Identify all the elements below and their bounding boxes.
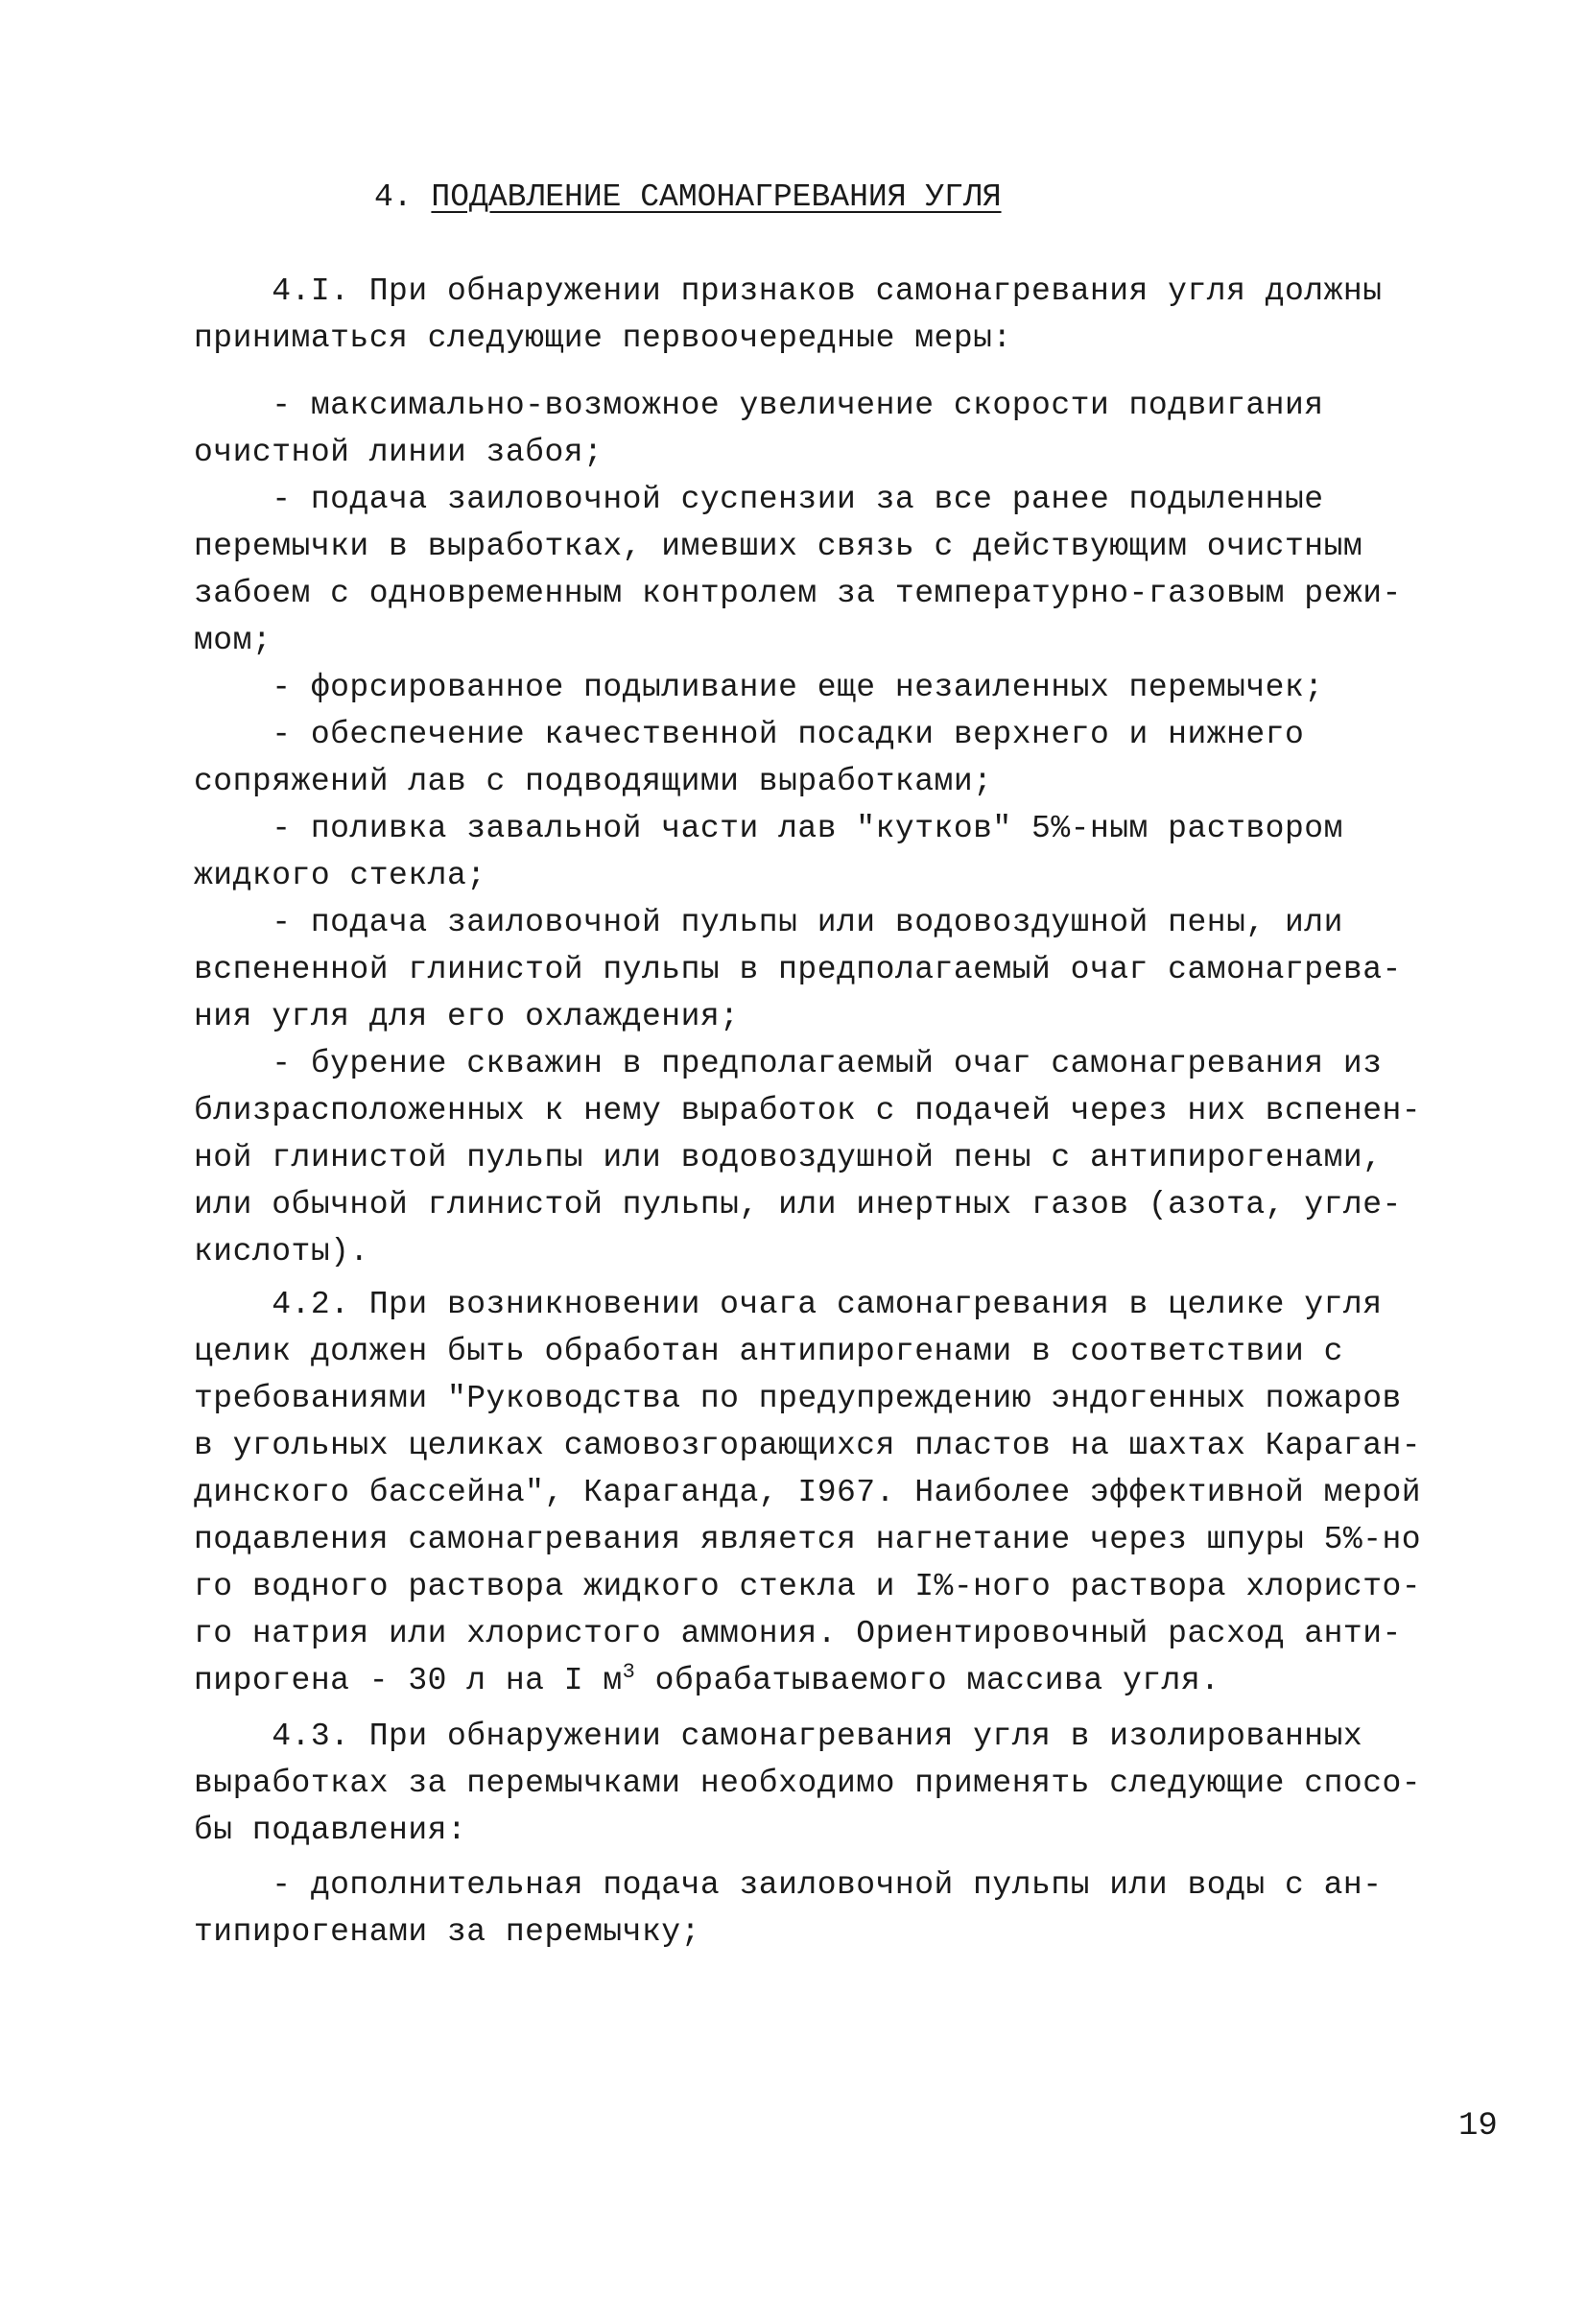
text-line: - максимально-возможное увеличение скорости подвигания xyxy=(194,388,1324,423)
text-fragment: обрабатываемого массива угля. xyxy=(635,1663,1220,1698)
text-line: приниматься следующие первоочередные меры: xyxy=(194,320,1012,356)
section-heading xyxy=(374,178,1002,217)
text-line: 4.3. При обнаружении самонагревания угля в изолированных xyxy=(194,1719,1363,1754)
text-line: - подача заиловочной пульпы или водовоздушной пены, или xyxy=(194,905,1343,940)
text-line: типирогенами за перемычку; xyxy=(194,1914,700,1950)
text-line: ния угля для его охлаждения; xyxy=(194,999,740,1034)
section-number: 4. xyxy=(374,179,413,215)
text-fragment: пирогена - 30 л на I м xyxy=(194,1663,623,1698)
text-line: - подача заиловочной суспензии за все ранее подыленные xyxy=(194,482,1324,517)
text-line: - бурение скважин в предполагаемый очаг самонагревания из xyxy=(194,1046,1383,1081)
text-line: го водного раствора жидкого стекла и I%-ного раствора хлористо- xyxy=(194,1569,1422,1604)
section-title: ПОДАВЛЕНИЕ САМОНАГРЕВАНИЯ УГЛЯ xyxy=(431,179,1002,215)
superscript-cube: 3 xyxy=(622,1660,636,1684)
text-line: или обычной глинистой пульпы, или инертных газов (азота, угле- xyxy=(194,1187,1402,1222)
text-line: перемычки в выработках, имевших связь с действующим очистным xyxy=(194,529,1363,564)
text-line: жидкого стекла; xyxy=(194,858,486,893)
page-number: 19 xyxy=(1458,2108,1498,2145)
text-line: - дополнительная подача заиловочной пульпы или воды с ан- xyxy=(194,1867,1383,1903)
text-line: кислоты). xyxy=(194,1234,369,1269)
text-line: целик должен быть обработан антипирогенами в соответствии с xyxy=(194,1334,1343,1369)
text-line: выработках за перемычками необходимо применять следующие спосо- xyxy=(194,1766,1422,1801)
text-line xyxy=(194,1662,1220,1700)
text-line: - поливка завальной части лав "кутков" 5%-ным раствором xyxy=(194,811,1343,846)
text-line: 4.I. При обнаружении признаков самонагревания угля должны xyxy=(194,273,1383,309)
text-line: близрасположенных к нему выработок с подачей через них вспенен- xyxy=(194,1093,1422,1128)
text-line: забоем с одновременным контролем за температурно-газовым режи- xyxy=(194,576,1402,611)
text-line: - форсированное подыливание еще незаиленных перемычек; xyxy=(194,670,1324,705)
text-line: сопряжений лав с подводящими выработками; xyxy=(194,764,993,799)
text-line: ной глинистой пульпы или водовоздушной пены с антипирогенами, xyxy=(194,1140,1383,1175)
text-line: го натрия или хлористого аммония. Ориентировочный расход анти- xyxy=(194,1616,1402,1651)
text-line: в угольных целиках самовозгорающихся пластов на шахтах Караган- xyxy=(194,1428,1422,1463)
text-line: - обеспечение качественной посадки верхнего и нижнего xyxy=(194,717,1305,752)
text-line: динского бассейна", Караганда, I967. Наиболее эффективной мерой xyxy=(194,1475,1422,1510)
text-line: 4.2. При возникновении очага самонагревания в целике угля xyxy=(194,1287,1383,1322)
text-line: подавления самонагревания является нагнетание через шпуры 5%-но xyxy=(194,1522,1422,1557)
text-line: мом; xyxy=(194,623,272,658)
text-line: бы подавления: xyxy=(194,1813,467,1848)
text-line: вспененной глинистой пульпы в предполагаемый очаг самонагрева- xyxy=(194,952,1402,987)
text-line: очистной линии забоя; xyxy=(194,435,604,470)
text-line: требованиями "Руководства по предупреждению эндогенных пожаров xyxy=(194,1381,1402,1416)
